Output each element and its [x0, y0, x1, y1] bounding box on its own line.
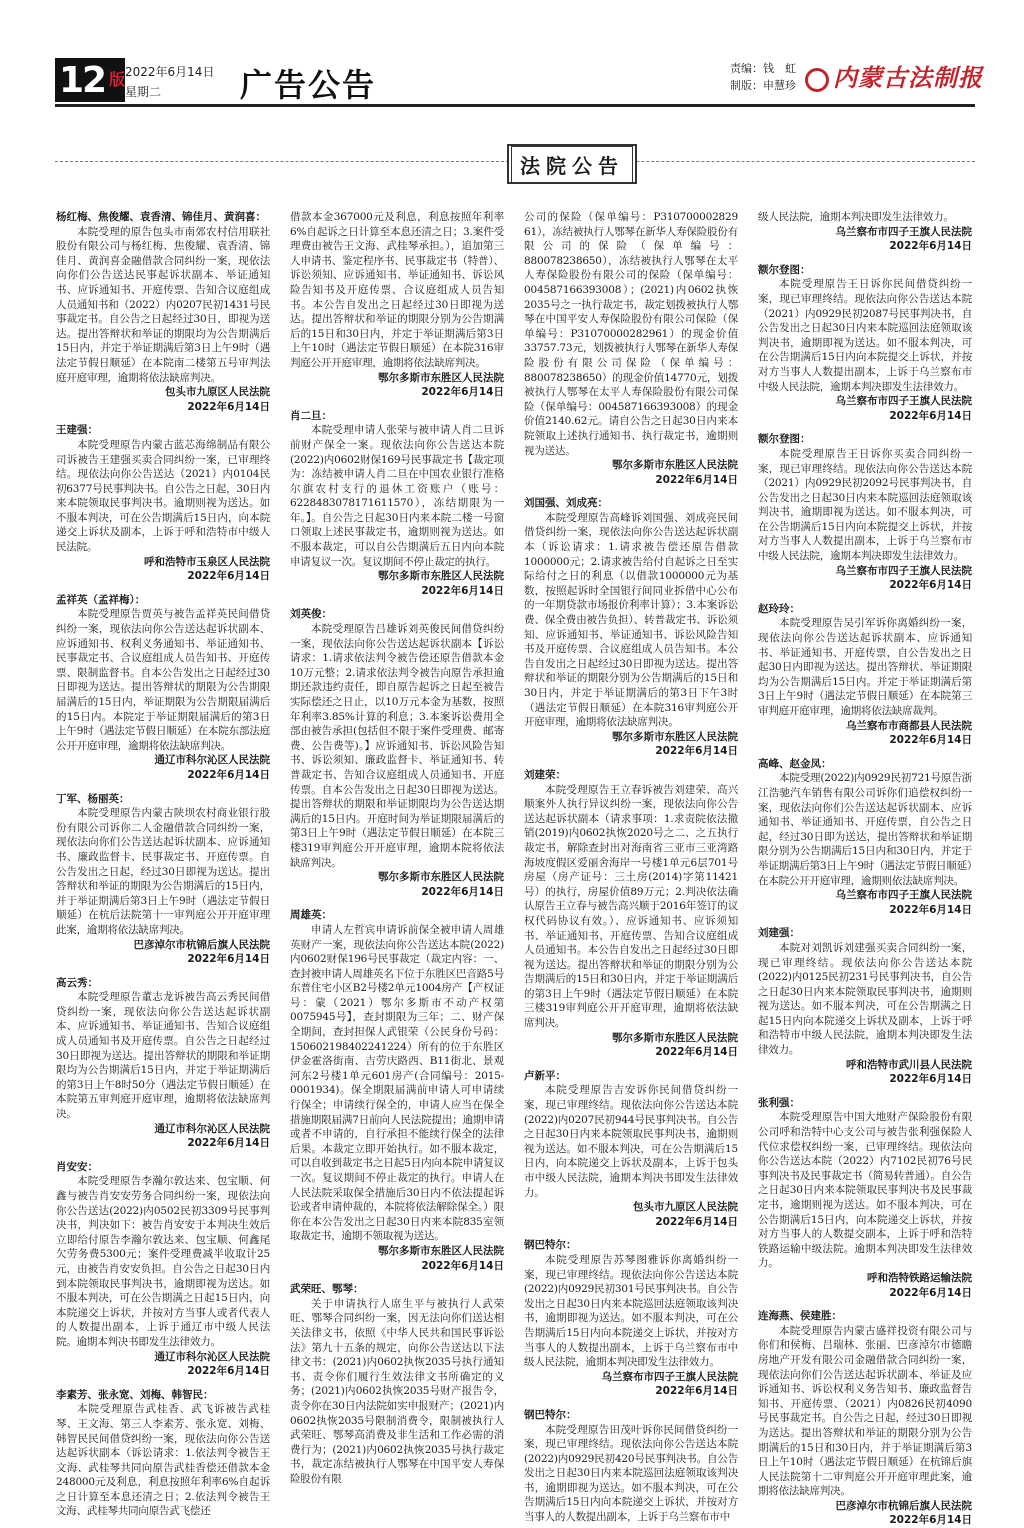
notice-date: 2022年6月14日	[889, 1514, 972, 1527]
notice-body: 关于申请执行人席生平与被执行人武荣旺、鄂琴合同纠纷一案，因无法向你们送达相关法律文书，依照《中华人民共和国民事诉讼法》第九十五条的规定，向你公告送达以下法律文书：(2021)内0602执恢2035号执行通知书、责令你们履行生效法律文书所确定的义务；(2021)内0602执恢2035号财产报告令，责令你在30日内法院如实申报财产；(2021)内0602执恢2035号限制消费令，限制被执行人武荣旺、鄂琴高消费及非生活和工作必需的消费行为；(2021)内0602执恢2035号执行裁定书，裁定冻结被执行人鄂琴在中国平安人寿保险股份有限	[290, 1297, 504, 1485]
court-notice	[758, 926, 972, 1087]
notice-body: 本院受理原告吕雄诉刘英俊民间借贷纠纷一案，现依法向你公告送达起诉状副本【诉讼请求：1.请求依法判令被告偿还原告借款本金10万元整；2.请求依法判令被告向原告承担逾期还款违约责任，即自原告起诉之日起至被告实际偿还之日止，以10万元本金为基数，按照年利率3.85%计算的利息；3.本案诉讼费用全部由被告承担(包括但不限于案件受理费、邮寄费、公告费等)。】应诉通知书、诉讼风险告知书、诉讼须知、廉政监督卡、举证通知书、转普裁定书、告知合议庭组成人员通知书、开庭传票。自本公告发出之日起30日即视为送达。提出答辩状的期限和举证期限均为公告送达期满后的15日内。开庭时间为举证期限届满后的第3日上午9时（遇法定节假日顺延）在本院三楼319审判庭公开开庭审理，逾期本院将依法缺席判决。	[290, 623, 504, 869]
notice-addressee: 李素芳、张永宽、刘梅、韩智民：	[56, 1388, 214, 1401]
notice-column-3	[524, 210, 738, 1524]
notice-court: 鄂尔多斯市东胜区人民法院	[612, 459, 738, 472]
notice-court: 鄂尔多斯市东胜区人民法院	[378, 871, 504, 884]
notice-addressee: 王建强：	[56, 424, 98, 437]
issue-date-block	[125, 62, 214, 102]
notice-addressee: 刘国强、刘成亮：	[524, 497, 608, 510]
notice-body: 本院受理原告吉安诉你民间借贷纠纷一案，现已审理终结。现依法向你公告送达本院(2022)内0207民初944号民事判决书。自公告之日起30日内来本院领取民事判决书，逾期则视为送达。如不服本判决，可在公告期满后15日内，向本院递交上诉状及副本，上诉于包头市中级人民法院，逾期本判决书即发生法律效力。	[524, 1084, 738, 1199]
court-notice	[524, 1238, 738, 1399]
notice-body: 本院受理原告王日诉你民间借贷纠纷一案，现已审理终结。现依法向你公告送达本院（2021）内0929民初2087号民事判决书，自公告发出之日起30日内来本院巡回法庭领取该判决书，逾期即视为送达。如不服本判决，可在公告期满后15日内向本院提交上诉状，并按对方当事人人数提出副本，上诉于乌兰察布市中级人民法院，逾期本判决即发生法律效力。	[758, 278, 972, 393]
notice-body: 本院受理原告李瀚尔敦达来、包宝顺、何鑫与被告肖安安劳务合同纠纷一案，现依法向你公告送达(2022)内0502民初3309号民事判决书，判决如下：被告肖安安于本判决生效后立即给付原告李瀚尔敦达来、包宝顺、何鑫尾欠劳务费5300元；案件受理费减半收取计25元，由被告肖安安负担。自公告之日起30日内到本院领取民事判决书，逾期即视为送达。如不服本判决，可在公告期满之日起15日内，向本院递交上诉状，并按对方当事人或者代表人的人数提出副本，上诉于通辽市中级人民法院。逾期本判决书即发生法律效力。	[56, 1175, 270, 1348]
editor-name: 责编：钱 虹	[730, 62, 796, 75]
notice-date: 2022年6月14日	[187, 400, 270, 413]
notice-court: 鄂尔多斯市东胜区人民法院	[378, 570, 504, 583]
court-notice	[56, 976, 270, 1151]
notice-date: 2022年6月14日	[655, 1385, 738, 1398]
notice-column-2	[290, 210, 504, 1485]
notice-court: 乌兰察布市商都县人民法院	[846, 719, 972, 732]
notice-addressee: 肖安安：	[56, 1160, 98, 1173]
notice-court: 呼和浩特市玉泉区人民法院	[144, 555, 270, 568]
notice-addressee: 钢巴特尔：	[524, 1408, 577, 1421]
notice-addressee: 刘建荣：	[524, 768, 566, 781]
notice-court: 乌兰察布市四子王旗人民法院	[835, 225, 972, 238]
notice-addressee: 连海燕、侯建胜：	[758, 1310, 842, 1323]
notice-court: 包头市九原区人民法院	[633, 1201, 738, 1214]
court-notice	[290, 409, 504, 599]
notice-date: 2022年6月14日	[187, 953, 270, 966]
editor-block	[730, 60, 796, 94]
notice-body: 本院受理原告王立春诉被告刘建荣、高兴顺案外人执行异议纠纷一案，现依法向你公告送达起诉状副本（请求事项：1.求责院依法撤销(2019)内0602执恢2020号之二、之五执行裁定书，解除查封出对海南省三亚市三亚湾路海坡度假区爱丽舍海岸一号楼1单元6层701号房屋（房产证号：三土房(2014)字第11421号）的执行，房屋价值89万元；2.判决依法确认原告王立春与被告高兴顺于2016年签订的议权代码协议有效。）、应诉通知书、应诉须知书、举证通知书、开庭传票、告知合议庭组成人员通知书。本公告自发出之日起经过30日即视为送达。提出答辩状和举证的期限分别为公告期满后的15日和30日内，并定于举证期满后的第3日上午9时（遇法定节假日顺延）在本院三楼319审判庭公开开庭审理，逾期将依法缺席判决。	[524, 783, 738, 1030]
court-notice	[524, 1408, 738, 1525]
notice-addressee: 钢巴特尔：	[524, 1239, 577, 1252]
notice-body: 本院受理原告贾英与被告孟祥英民间借贷纠纷一案，现依法向你公告送达起诉状副本、应诉通知书、权利义务通知书、举证通知书、民事裁定书、合议庭组成人员告知书、开庭传票、限制监督书。自本公告发出之日起经过30日即视为送达。提出答辩状的期限为公告期限届满后的15日内，举证期限为公告期限届满后的15日内。本院定于举证期限届满后的第3日上午9时（遇法定节假日顺延）在本院东部法庭公开开庭审理，逾期将依法缺席判决。	[56, 608, 270, 752]
logo-emblem-icon	[805, 68, 829, 92]
notice-date: 2022年6月14日	[421, 885, 504, 898]
page-suffix: 版	[109, 70, 126, 89]
notice-body: 本院受理原告内蒙古盛祥投资有限公司与你们和侯梅、吕瑞林、张丽、巴彦淖尔市德瞻房地产开发有限公司金融借款合同纠纷一案，现依法向你们公告送达起诉状副本、举证及应诉通知书、诉讼权利义务告知书、廉政监督告知书、开庭传票、（2021）内0826民初4090号民事裁定书。自公告之日起，经过30日即视为送达。提出答辩状和举证的期限分别为公告期满后的15日和30日内，并于举证期满后第3日上午10时（遇法定节假日顺延）在杭锦后旗人民法院第十二审判庭公开开庭审理此案，逾期将依法缺席判决。	[758, 1324, 972, 1498]
notice-court: 巴彦淖尔市杭锦后旗人民法院	[835, 1499, 972, 1512]
notice-court: 鄂尔多斯市东胜区人民法院	[612, 1031, 738, 1044]
notice-date: 2022年6月14日	[889, 1073, 972, 1086]
notice-court: 巴彦淖尔市杭锦后旗人民法院	[133, 938, 270, 951]
notice-date: 2022年6月14日	[187, 570, 270, 583]
notice-court: 呼和浩特市武川县人民法院	[846, 1058, 972, 1071]
notice-body: 本院对刘凯诉刘建强买卖合同纠纷一案，现已审理终结。现依法向你公告送达本院(2022)内0125民初231号民事判决书，自公告之日起30日内来本院领取民事判决书，逾期则视为送达。如不服本判决，可在公告期满之日起15日内向本院递交上诉状及副本，上诉于呼和浩特市中级人民法院，逾期本判决即发生法律效力。	[758, 941, 972, 1057]
notice-body: 本院受理原告武桂香、武飞诉被告武桂琴、王文海、第三人李素芳、张永宽、刘梅、韩智民民间借贷纠纷一案，现依法向你公告送达起诉状副本（诉讼请求：1.依法判令被告王文海、武桂琴共同向原告武桂香偿还借款本金248000元及利息，利息按照年利率6%自起诉之日计算至本息还清之日；2.依法判令被告王文海、武桂琴共同向原告武飞偿还	[56, 1403, 270, 1518]
newspaper-name: 内蒙古法制报	[833, 63, 983, 92]
notice-date: 2022年6月14日	[889, 734, 972, 747]
court-notice	[758, 757, 972, 918]
notice-date: 2022年6月14日	[889, 409, 972, 422]
notice-addressee: 额尔登图：	[758, 263, 811, 276]
notice-body: 本院受理原告田茂叶诉你民间借贷纠纷一案，现已审理终结。现依法向你公告送达本院(2022)内0929民初420号民事判决书。自公告发出之日起30日内来本院巡回法庭领取该判决书，逾期即视为送达。如不服本判决，可在公告期满后15日内向本院递交上诉状，并按对方当事人的人数提出副本，上诉于乌兰察布市中	[524, 1423, 738, 1524]
producer-name: 制版：申慧珍	[730, 79, 796, 92]
notice-court: 鄂尔多斯市东胜区人民法院	[612, 730, 738, 743]
notice-date: 2022年6月14日	[421, 386, 504, 399]
notice-date: 2022年6月14日	[655, 1215, 738, 1228]
notice-body: 本院受理的原告包头市南郊农村信用联社股份有限公司与杨红梅、焦俊耀、袁香清、锦佳月、黄润喜金融借款合同纠纷一案，现依法向你们公告送达民事起诉状副本、举证通知书、应诉通知书、开庭传票、告知合议庭组成人员通知书和（2022）内0207民初1431号民事裁定书。自公告之日起经过30日，即视为送达。提出答辩状和举证的期限均为公告期满后15日内，并定于举证期满后第3日上午9时（遇法定节假日顺延）在本院南二楼第五号审判法庭开庭审理，逾期将依法缺席判决。	[56, 225, 270, 384]
notice-body: 级人民法院，逾期本判决即发生法律效力。	[758, 211, 954, 223]
notice-addressee: 刘建强：	[758, 927, 800, 940]
notice-addressee: 丁军、杨丽英：	[56, 792, 130, 805]
court-notice	[56, 1160, 270, 1379]
notice-addressee: 高云秀：	[56, 976, 98, 989]
notice-court: 通辽市科尔沁区人民法院	[154, 754, 270, 767]
notice-addressee: 肖二旦：	[290, 409, 332, 422]
court-notice	[56, 210, 270, 414]
notice-addressee: 张利强：	[758, 1096, 800, 1109]
newspaper-logo	[805, 58, 983, 93]
notice-court: 乌兰察布市四子王旗人民法院	[835, 564, 972, 577]
notice-column-4	[758, 210, 972, 1527]
notice-date: 2022年6月14日	[187, 1365, 270, 1378]
notice-date: 2022年6月14日	[421, 1259, 504, 1272]
court-notice	[524, 210, 738, 487]
notice-body: 本院受理原告中国大地财产保险股份有限公司呼和浩特中心支公司与被告张利强保险人代位求偿权纠纷一案，已审理终结。现依法向你公告送达本院（2022）内7102民初76号民事判决书及民事裁定书（简易转普通）。自公告之日起30日内来本院领取民事判决书及民事裁定书，逾期则视为送达。如不服本判决，可在公告期满后15日内，向本院递交上诉状，并按对方当事人的人数提交副本，上诉于呼和浩特铁路运输中级法院。逾期本判决即发生法律效力。	[758, 1111, 972, 1270]
notice-body: 本院受理原告董志龙诉被告高云秀民间借贷纠纷一案，现依法向你公告送达起诉状副本、应诉通知书、举证通知书、告知合议庭组成人员通知书及开庭传票。自公告之日起经过30日即视为送达。提出答辩状的期限和举证期限均为公告期满后15日内，并定于举证期满后的第3日上午8时50分（遇法定节假日顺延）在本院第五审判庭开庭审理，逾期将依法缺席判决。	[56, 991, 270, 1121]
court-notice	[524, 768, 738, 1060]
notice-court: 乌兰察布市四子王旗人民法院	[835, 889, 972, 902]
notice-date: 2022年6月14日	[655, 473, 738, 486]
notice-body: 本院受理原告王日诉你买卖合同纠纷一案，现已审理终结。现依法向你公告送达本院（2021）内0929民初2092号民事判决书，自公告发出之日起30日内来本院巡回法庭领取该判决书，逾期即视为送达。如不服本判决，可在公告期满后15日内向本院提交上诉状，并按对方当事人人数提出副本，上诉于乌兰察布市中级人民法院，逾期本判决即发生法律效力。	[758, 447, 972, 563]
notice-date: 2022年6月14日	[889, 1286, 972, 1299]
court-notice	[56, 593, 270, 783]
notice-body: 本院受理原告苏琴图雅诉你离婚纠纷一案，现已审理终结。现依法向你公告送达本院(2022)内0929民初301号民事判决书。自公告发出之日起30日内来本院巡回法庭领取该判决书，逾期即视为送达。如不服本判决，可在公告期满后15日内向本院递交上诉状，并按对方当事人的人数提出副本，上诉于乌兰察布市中级人民法院，逾期本判决即发生法律效力。	[524, 1253, 738, 1369]
court-notice	[56, 423, 270, 584]
notice-court: 乌兰察布市四子王旗人民法院	[835, 395, 972, 408]
notice-body: 借款本金367000元及利息，利息按照年利率6%自起诉之日计算至本息还清之日；3.案件受理费由被告王文海、武桂琴承担。），追加第三人申请书、鉴定程序书、民事裁定书（特普）、诉讼须知、应诉通知书、举证通知书、诉讼风险告知书及开庭传票、合议庭组成人员告知书。本公告自发出之日起经过30日即视为送达。提出答辩状和举证的期限分别为公告期满后的15日和30日内，并定于举证期满后第3日上午10时（遇法定节假日顺延）在本院316审判庭公开开庭审理，逾期将依法缺席判决。	[290, 211, 504, 369]
court-notice	[758, 263, 972, 424]
court-notice	[758, 210, 972, 254]
notice-body: 申请人左哲宾申请诉前保全被申请人周雄英财产一案，现依法向你公告送达本院(2022)内0602财保196号民事裁定（裁定内容：一、查封被申请人周雄英名下位于东胜区巴音路5号东普住宅小区B2号楼2单元1004房产【产权证号：蒙（2021）鄂尔多斯市不动产权第0075945号】，查封期限为三年；二、财产保全期间，查封担保人武银荣（公民身份号码：150602198402241224）所有的位于东胜区伊金霍洛街南、吉劳庆路西、B11街北、景观河东2号楼1单元601房产(合同编号：2015-0001934)。保全期限届满前申请人可申请续行保全；申请续行保全的，申请人应当在保全措施期限届满7日前向人民法院提出；逾期申请或者不申请的，自行承担不能续行保全的法律后果。本裁定立即开始执行。如不服本裁定，可以自收到裁定书之日起5日内向本院申请复议一次。复议期间不停止裁定的执行。申请人在人民法院采取保全措施后30日内不依法提起诉讼或者申请仲裁的，本院将依法解除保全。）限你在本公告发出之日起30日内来本院835室领取裁定书，逾期不领取视为送达。	[290, 923, 504, 1243]
notice-addressee: 卢新平：	[524, 1069, 566, 1082]
notice-body: 公司的保险（保单编号：P310700002829​61），冻结被执行人鄂琴在新华人寿保险股份有限公司的保险（保单编号：880078238650），冻结被执行人鄂琴在太平人寿保险股份有限公司的保险（保单编号：004587166393008）；(2021)内0602执恢2035号之一执行裁定书，裁定划拨被执行人鄂琴在中国平安人寿保险股份有限公司保险（保单编号：P310700002829​61）的现金价值33757.73元，划拨被执行人鄂琴在新华人寿保险股份有限公司保险（保单编号：880078238650）的现金价值14770元，划拨被执行人鄂琴在太平人寿保险股份有限公司保险（保单编号：004587166393008）的现金价值2140.62元。请自公告之日起30日内来本院领取上述执行通知书、执行裁定书，逾期则视为送达。	[524, 211, 738, 457]
court-notice	[758, 1309, 972, 1528]
band-title-box	[507, 144, 637, 184]
notice-date: 2022年6月14日	[889, 579, 972, 592]
notice-court: 通辽市科尔沁区人民法院	[154, 1122, 270, 1135]
notice-addressee: 额尔登图：	[758, 433, 811, 446]
header-rule	[55, 104, 975, 107]
page-header	[0, 0, 1024, 112]
band-title: 法院公告	[511, 146, 633, 183]
notice-date: 2022年6月14日	[889, 903, 972, 916]
court-notice	[56, 1388, 270, 1519]
notice-date: 2022年6月14日	[655, 745, 738, 758]
notice-addressee: 刘英俊：	[290, 608, 332, 621]
notice-court: 包头市九原区人民法院	[165, 386, 270, 399]
notice-addressee: 高峰、赵金凤：	[758, 757, 832, 770]
notice-date: 2022年6月14日	[421, 584, 504, 597]
court-notice	[758, 432, 972, 593]
court-notice	[758, 602, 972, 748]
notice-column-1	[56, 210, 270, 1518]
notice-addressee: 杨红梅、焦俊耀、袁香清、锦佳月、黄润喜：	[56, 211, 266, 223]
issue-weekday: 星期二	[125, 85, 162, 99]
court-notice-band	[55, 140, 975, 184]
notice-court: 鄂尔多斯市东胜区人民法院	[378, 1244, 504, 1257]
court-notice	[524, 1069, 738, 1230]
notice-date: 2022年6月14日	[889, 240, 972, 253]
issue-date: 2022年6月14日	[125, 65, 215, 79]
notice-body: 本院受理申请人张荣与被申请人肖二旦诉前财产保全一案。现依法向你公告送达本院(2022)内0602财保169号民事裁定书【裁定项为：冻结被申请人肖二旦在中国农业银行准格尔旗农村支行的退休工资账户（账号：6228483078171611570），冻结期限为一年。】。自公告之日起30日内来本院二楼一号窗口领取上述民事裁定书，逾期则视为送达。如不服本裁定，可以自公告期满后五日内向本院申请复议一次。复议期间不停止裁定的执行。	[290, 424, 504, 568]
notice-body: 本院受理(2022)内0929民初721号原告浙江浩驰汽车销售有限公司诉你们追偿权纠纷一案，现依法向你们公告送达起诉状副本、应诉通知书、举证通知书、开庭传票，自公告之日起，经过30日即为送达，提出答辩状和举证期限分别为公告期满后15日内和30日内，并定于举证期满后第3日上午9时（遇法定节假日顺延）在本院公开开庭审理，逾期则依法缺席判决。	[758, 772, 972, 887]
court-notice	[290, 210, 504, 400]
notice-date: 2022年6月14日	[187, 768, 270, 781]
court-notice	[290, 1282, 504, 1486]
notice-addressee: 周雄英：	[290, 909, 332, 922]
court-notice	[524, 496, 738, 759]
notice-addressee: 孟祥英（孟祥梅）：	[56, 593, 146, 606]
notice-body: 本院受理原告吴引军诉你离婚纠纷一案，现依法向你公告送达起诉状副本、应诉通知书、举证通知书、开庭传票，自公告发出之日起30日内即视为送达。提出答辩状、举证期限均为公告期满后15日内。并定于举证期满后第3日上午9时（遇法定节假日顺延）在本院第三审判庭开庭审理，逾期将依法缺席裁判。	[758, 617, 972, 717]
court-notice	[758, 1096, 972, 1300]
page-number: 12	[59, 59, 106, 101]
notice-body: 本院受理原告内蒙古陕坝农村商业银行股份有限公司诉你二人金融借款合同纠纷一案，现依法向你们公告送达起诉状副本、应诉通知书、廉政监督卡、民事裁定书、开庭传票。自公告发出之日起，经过30日即视为送达。提出答辩状和举证的期限为公告期满后的15日内，并于举证期满后第3日上午9时（遇法定节假日顺延）在杭后法院第十一审判庭公开开庭审理此案，逾期将依法缺席判决。	[56, 807, 270, 936]
court-notice	[290, 908, 504, 1273]
notice-addressee: 赵玲玲：	[758, 602, 800, 615]
notice-date: 2022年6月14日	[187, 1137, 270, 1150]
notice-court: 鄂尔多斯市东胜区人民法院	[378, 371, 504, 384]
notice-court: 乌兰察布市四子王旗人民法院	[601, 1370, 738, 1383]
notice-date: 2022年6月14日	[655, 1046, 738, 1059]
court-notice	[56, 792, 270, 967]
page-number-box	[55, 58, 125, 102]
section-title: 广告公告	[240, 66, 377, 104]
notice-body: 本院受理原告内蒙古蓝芯海绵制品有限公司诉被告王建强买卖合同纠纷一案，已审理终结。现依法向你公告送达（2021）内0104民初6377号民事判决书。自公告之日起，30日内来本院领取民事判决书。逾期则视为送达。如不服本判决，可在公告期满后15日内，向本院递交上诉状及副本，上诉于呼和浩特市中级人民法院。	[56, 438, 270, 554]
court-notice	[290, 607, 504, 899]
notice-addressee: 武荣旺、鄂琴：	[290, 1283, 364, 1296]
notice-court: 通辽市科尔沁区人民法院	[154, 1350, 270, 1363]
notice-body: 本院受理原告高峰诉刘国强、刘成亮民间借贷纠纷一案，现依法向你公告送达起诉状副本（诉讼请求：1.请求被告偿还原告借款1000000元；2.请求被告给付自起诉之日至实际给付之日的利息（以借款1000000元为基数，按照起诉时全国银行间同业拆借中心公布的一年期贷款市场报价利率计算）；3.本案诉讼费、保全费由被告负担）、转普裁定书、诉讼须知、应诉通知书、举证通知书、诉讼风险告知书及开庭传票、合议庭组成人员告知书。本公告自发出之日起经过30日即视为送达。提出答辩状和举证的期限分别为公告期满后的15日和30日内，并定于举证期满后的第3日下午3时（遇法定节假日顺延）在本院316审判庭公开开庭审理，逾期将依法缺席判决。	[524, 511, 738, 729]
notice-court: 呼和浩特铁路运输法院	[867, 1271, 972, 1284]
